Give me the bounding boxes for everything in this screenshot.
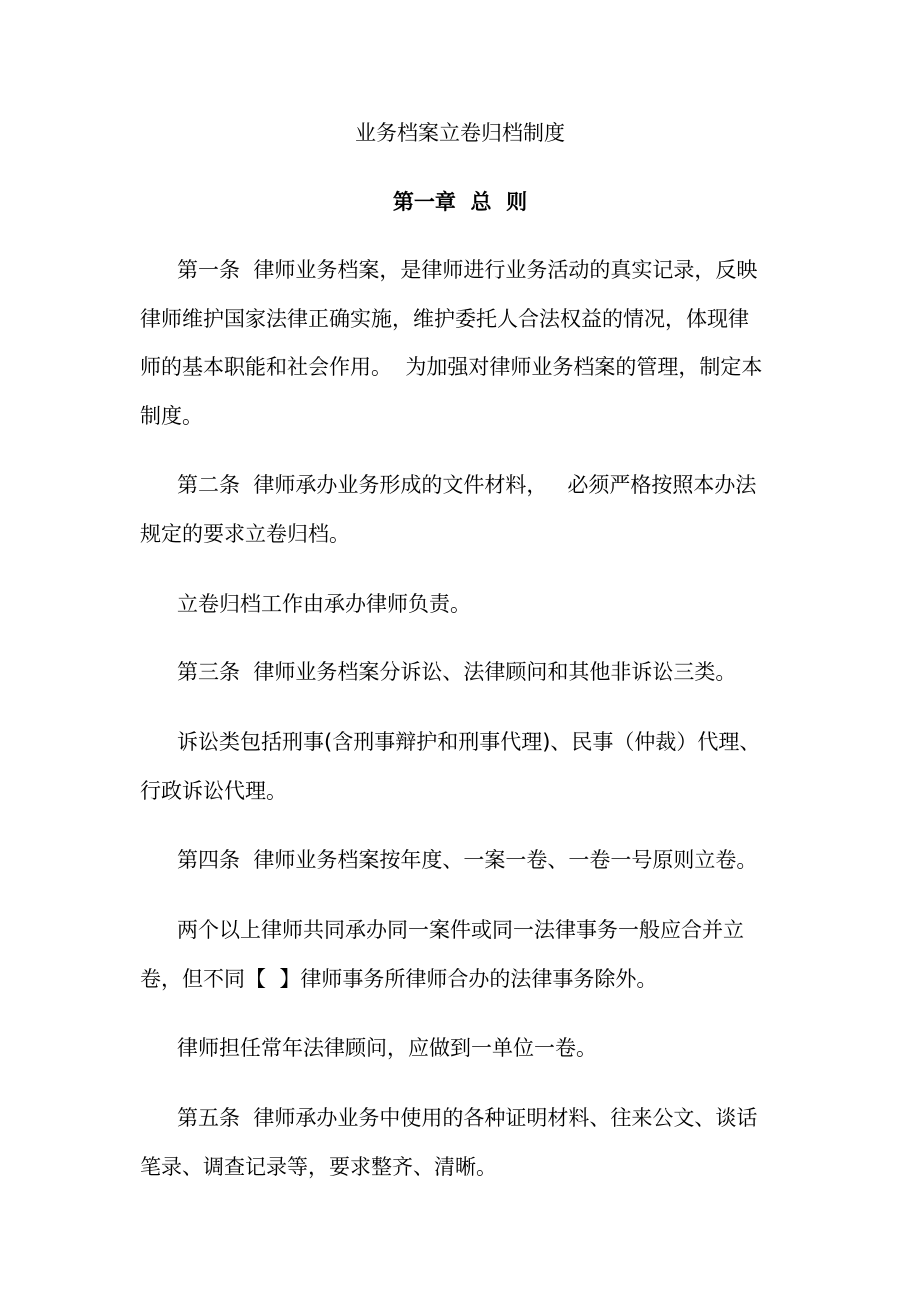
paragraph-joint-cases	[140, 906, 780, 1003]
paragraph-article-2	[140, 461, 780, 558]
paragraph-line: 立卷归档工作由承办律师负责。	[177, 592, 471, 616]
chapter-heading: 第一章 总 则	[392, 190, 528, 214]
paragraph-line: 律师维护国家法律正确实施，维护委托人合法权益的情况，体现律	[140, 306, 749, 331]
paragraph-line: 行政诉讼代理。	[140, 778, 287, 803]
paragraph-legal-advisor	[140, 1024, 780, 1073]
paragraph-line: 卷，但不同【 】律师事务所律师合办的法律事务除外。	[140, 966, 658, 991]
paragraph-line: 制度。	[140, 403, 203, 428]
paragraph-line: 师的基本职能和社会作用。 为加强对律师业务档案的管理，制定本	[140, 355, 763, 379]
paragraph-line: 律师担任常年法律顾问，应做到一单位一卷。	[177, 1036, 597, 1060]
paragraph-article-3	[140, 648, 780, 697]
paragraph-line: 第四条 律师业务档案按年度、一案一卷、一卷一号原则立卷。	[177, 848, 758, 872]
paragraph-line: 两个以上律师共同承办同一案件或同一法律事务一般应合并立	[177, 918, 744, 942]
document-title: 业务档案立卷归档制度	[355, 121, 565, 145]
paragraph-line: 诉讼类包括刑事(含刑事辩护和刑事代理)、民事（仲裁）代理、	[177, 730, 761, 754]
paragraph-line: 第五条 律师承办业务中使用的各种证明材料、往来公文、谈话	[177, 1106, 758, 1130]
paragraph-line: 第一条 律师业务档案，是律师进行业务活动的真实记录，反映	[177, 258, 758, 282]
paragraph-line: 第二条 律师承办业务形成的文件材料， 必须严格按照本办法	[177, 473, 757, 497]
paragraph-article-4	[140, 836, 780, 885]
paragraph-litigation-types	[140, 718, 780, 815]
paragraph-line: 规定的要求立卷归档。	[140, 521, 350, 546]
paragraph-line: 第三条 律师业务档案分诉讼、法律顾问和其他非诉讼三类。	[177, 660, 737, 684]
paragraph-article-5	[140, 1094, 780, 1191]
paragraph-article-1	[140, 246, 780, 440]
paragraph-filing-responsibility	[140, 580, 780, 629]
paragraph-line: 笔录、调查记录等，要求整齐、清晰。	[140, 1154, 497, 1179]
